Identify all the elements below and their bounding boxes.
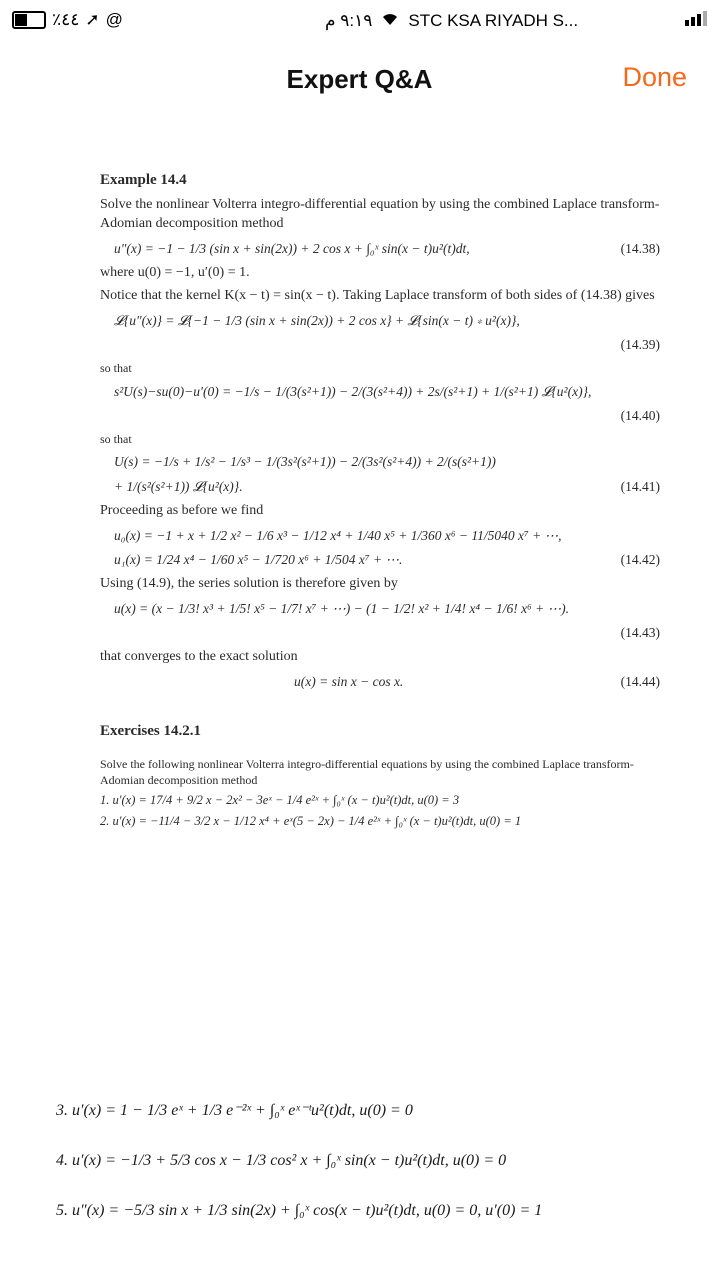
so-that-2: so that [100,432,132,447]
using-text: Using (14.9), the series solution is therefore given by [100,576,398,592]
exercise-2: 2. u′(x) = −11/4 − 3/2 x − 1/12 x⁴ + eˣ(5 − 2x) − 1/4 e²ˣ + ∫₀ˣ (x − t)u²(t)dt, u(0) = 1 [100,813,522,828]
at-icon: @ [105,10,123,29]
equation-14-43: u(x) = (x − 1/3! x³ + 1/5! x⁵ − 1/7! x⁷ + ⋯) − (1 − 1/2! x² + 1/4! x⁴ − 1/6! x⁶ + ⋯). [114,600,569,616]
equation-number-14-39: (14.39) [620,337,660,353]
example-intro: Solve the nonlinear Volterra integro-differential equation by using the combined Laplace transform-Adomian decomposition method [100,197,660,232]
notice-text: Notice that the kernel K(x − t) = sin(x − t). Taking Laplace transform of both sides of (14.38) gives [100,288,655,304]
page-title: Expert Q&A [286,64,433,94]
equation-14-40: s²U(s)−su(0)−u′(0) = −1/s − 1/(3(s²+1)) − 2/(3(s²+4)) + 2s/(s²+1) + 1/(s²+1) 𝓛{u²(x)}, [114,383,592,399]
wifi-icon [380,10,400,31]
carrier-name: STC KSA RIYADH S... [408,10,579,30]
textbook-image [100,158,660,834]
status-center [325,10,578,31]
equation-14-42b: u₁(x) = 1/24 x⁴ − 1/60 x⁵ − 1/720 x⁶ + 1/504 x⁷ + ⋯. (14.42) [114,551,660,567]
equation-14-42a: u₀(x) = −1 + x + 1/2 x² − 1/6 x³ − 1/12 x⁴ + 1/40 x⁵ + 1/360 x⁶ − 11/5040 x⁷ + ⋯, [114,527,562,543]
example-title: Example 14.4 [100,172,187,188]
equation-14-39: 𝓛{u″(x)} = 𝓛{−1 − 1/3 (sin x + sin(2x)) + 2 cos x} + 𝓛{sin(x − t) ∗ u²(x)}, [114,313,520,329]
exercise-4: 4. u′(x) = −1/3 + 5/3 cos x − 1/3 cos² x + ∫₀ˣ sin(x − t)u²(t)dt, u(0) = 0 [56,1152,507,1169]
exercise-3: 3. u′(x) = 1 − 1/3 eˣ + 1/3 e⁻²ˣ + ∫₀ˣ eˣ⁻ᵗu²(t)dt, u(0) = 0 [56,1102,413,1119]
equation-14-41a: U(s) = −1/s + 1/s² − 1/s³ − 1/(3s²(s²+1)) − 2/(3s²(s²+4)) + 2/(s(s²+1)) [114,454,496,470]
converges-text: that converges to the exact solution [100,649,298,665]
exercise-5: 5. u″(x) = −5/3 sin x + 1/3 sin(2x) + ∫₀ˣ cos(x − t)u²(t)dt, u(0) = 0, u′(0) = 1 [56,1202,543,1219]
exercises-title: Exercises 14.2.1 [100,723,201,740]
proceeding-text: Proceeding as before we find [100,502,264,518]
status-bar [0,0,719,44]
where-conditions: where u(0) = −1, u′(0) = 1. [100,265,250,281]
so-that-1: so that [100,361,132,376]
battery-percent: ٪٤٤ [52,10,80,29]
exercise-1: 1. u′(x) = 17/4 + 9/2 x − 2x² − 3eˣ − 1/4 e²ˣ + ∫₀ˣ (x − t)u²(t)dt, u(0) = 3 [100,793,460,808]
signal-bars-icon [685,10,707,26]
equation-number-14-40: (14.40) [620,407,660,423]
location-arrow-icon: ➚ [85,10,100,29]
battery-icon [12,11,46,29]
nav-bar [0,44,719,116]
equation-14-38: u″(x) = −1 − 1/3 (sin x + sin(2x)) + 2 cos x + ∫₀ˣ sin(x − t)u²(t)dt, (14.38) [114,241,660,257]
exercises-intro: Solve the following nonlinear Volterra integro-differential equations by using the combined Laplace transform-Adomian decomposition method [100,756,634,787]
status-right [685,10,707,26]
equation-14-44: u(x) = sin x − cos x. (14.44) [294,674,660,690]
equation-number-14-43: (14.43) [620,625,660,641]
equation-14-41b: + 1/(s²(s²+1)) 𝓛{u²(x)}. (14.41) [114,478,660,494]
status-left [12,10,123,30]
clock: ٩:١٩ م [325,10,373,30]
done-button[interactable]: Done [622,62,687,92]
